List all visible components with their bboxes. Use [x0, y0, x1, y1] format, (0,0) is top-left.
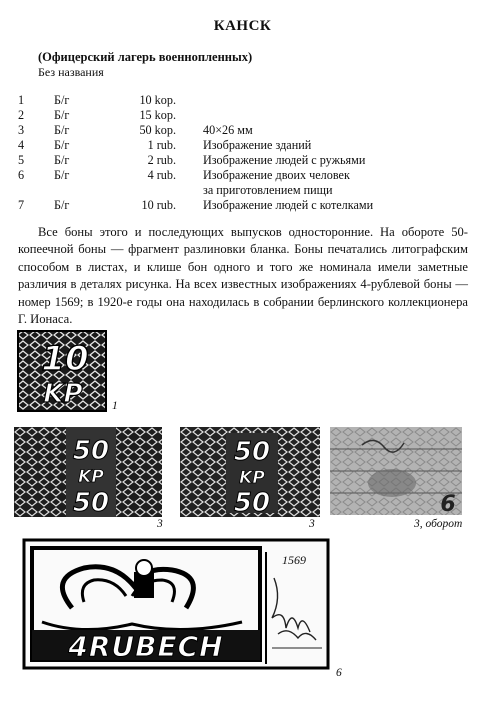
catalog-num: 7 [18, 198, 25, 212]
catalog-description: Изображение людей с ружьями [203, 153, 366, 167]
catalog-row [18, 168, 478, 198]
catalog-description-line: Изображение двоих человек [203, 168, 350, 182]
catalog-denomination: 15 kop. [139, 108, 176, 122]
figure-caption: 6 [336, 667, 342, 679]
catalog-row [18, 198, 478, 213]
catalog-row [18, 108, 478, 123]
banknote-image-3b [180, 427, 320, 517]
catalog-num: 6 [18, 168, 25, 182]
page-title: КАНСК [213, 18, 272, 34]
catalog-description: 40×26 мм [203, 123, 253, 137]
catalog-issuer: Б/г [54, 138, 70, 152]
catalog-row [18, 93, 478, 108]
figure-caption: 1 [112, 400, 118, 412]
banknote-denomination: 50 [233, 437, 271, 467]
catalog-num: 5 [18, 153, 25, 167]
figure-caption: 3, оборот [414, 518, 463, 530]
catalog-denomination: 2 rub. [147, 153, 176, 167]
catalog-denomination: 50 kop. [139, 123, 176, 137]
catalog-row [18, 138, 478, 153]
banknote-currency: KP [43, 379, 83, 409]
catalog-description [203, 168, 483, 198]
catalog-issuer: Б/г [54, 153, 70, 167]
banknote-denomination: 50 [72, 436, 110, 466]
banknote-currency: KP [78, 467, 104, 487]
catalog-num: 4 [18, 138, 25, 152]
catalog-num: 2 [18, 108, 25, 122]
catalog-description: Изображение зданий [203, 138, 312, 152]
catalog-denomination: 10 kop. [139, 93, 176, 107]
catalog-issuer: Б/г [54, 168, 70, 182]
banknote-image-3-reverse [330, 427, 462, 515]
banknote-denomination: 10 [41, 339, 89, 379]
banknote-denomination: 50 [72, 488, 110, 517]
catalog-denomination: 1 rub. [147, 138, 176, 152]
catalog-issuer: Б/г [54, 198, 70, 212]
catalog-issuer: Б/г [54, 108, 70, 122]
reverse-mark: 6 [440, 492, 456, 515]
banknote-serial-number: 1569 [282, 553, 306, 567]
catalog-num: 3 [18, 123, 25, 137]
catalog-issuer: Б/г [54, 123, 70, 137]
banknote-image-1 [17, 330, 107, 412]
body-paragraph [18, 224, 468, 328]
banknote-currency: KP [239, 468, 265, 488]
banknote-image-6 [22, 538, 330, 670]
catalog-table [18, 93, 478, 213]
catalog-description-line: за приготовлением пищи [203, 183, 333, 197]
figure-caption: 3 [157, 518, 163, 530]
catalog-denomination: 4 rub. [147, 168, 176, 182]
catalog-issuer: Б/г [54, 93, 70, 107]
figure-caption: 3 [309, 518, 315, 530]
catalog-denomination: 10 rub. [141, 198, 176, 212]
catalog-row [18, 123, 478, 138]
banknote-denomination: 50 [233, 488, 271, 517]
catalog-num: 1 [18, 93, 25, 107]
banknote-image-3a [14, 427, 162, 517]
catalog-row [18, 153, 478, 168]
page-subtitle: (Офицерский лагерь военнопленных) [38, 50, 253, 64]
catalog-description: Изображение людей с котелками [203, 198, 374, 212]
page-subnote: Без названия [38, 65, 104, 79]
paragraph-text: Все боны этого и последующих выпусков односторонние. На обороте 50-копеечной боны — фрагмент разлиновки бланка. Боны печатались литографским способом в листах, и клише бон одного и того же номинала имели заметные различия в деталях рисунка. На всех известных изображениях 4-рублевой боны — номер 1569; в 1920-е годы она находилась в собрании берлинского коллекционера Г. Ионаса. [18, 225, 468, 327]
banknote-denomination: 4RUBECH [68, 630, 224, 663]
